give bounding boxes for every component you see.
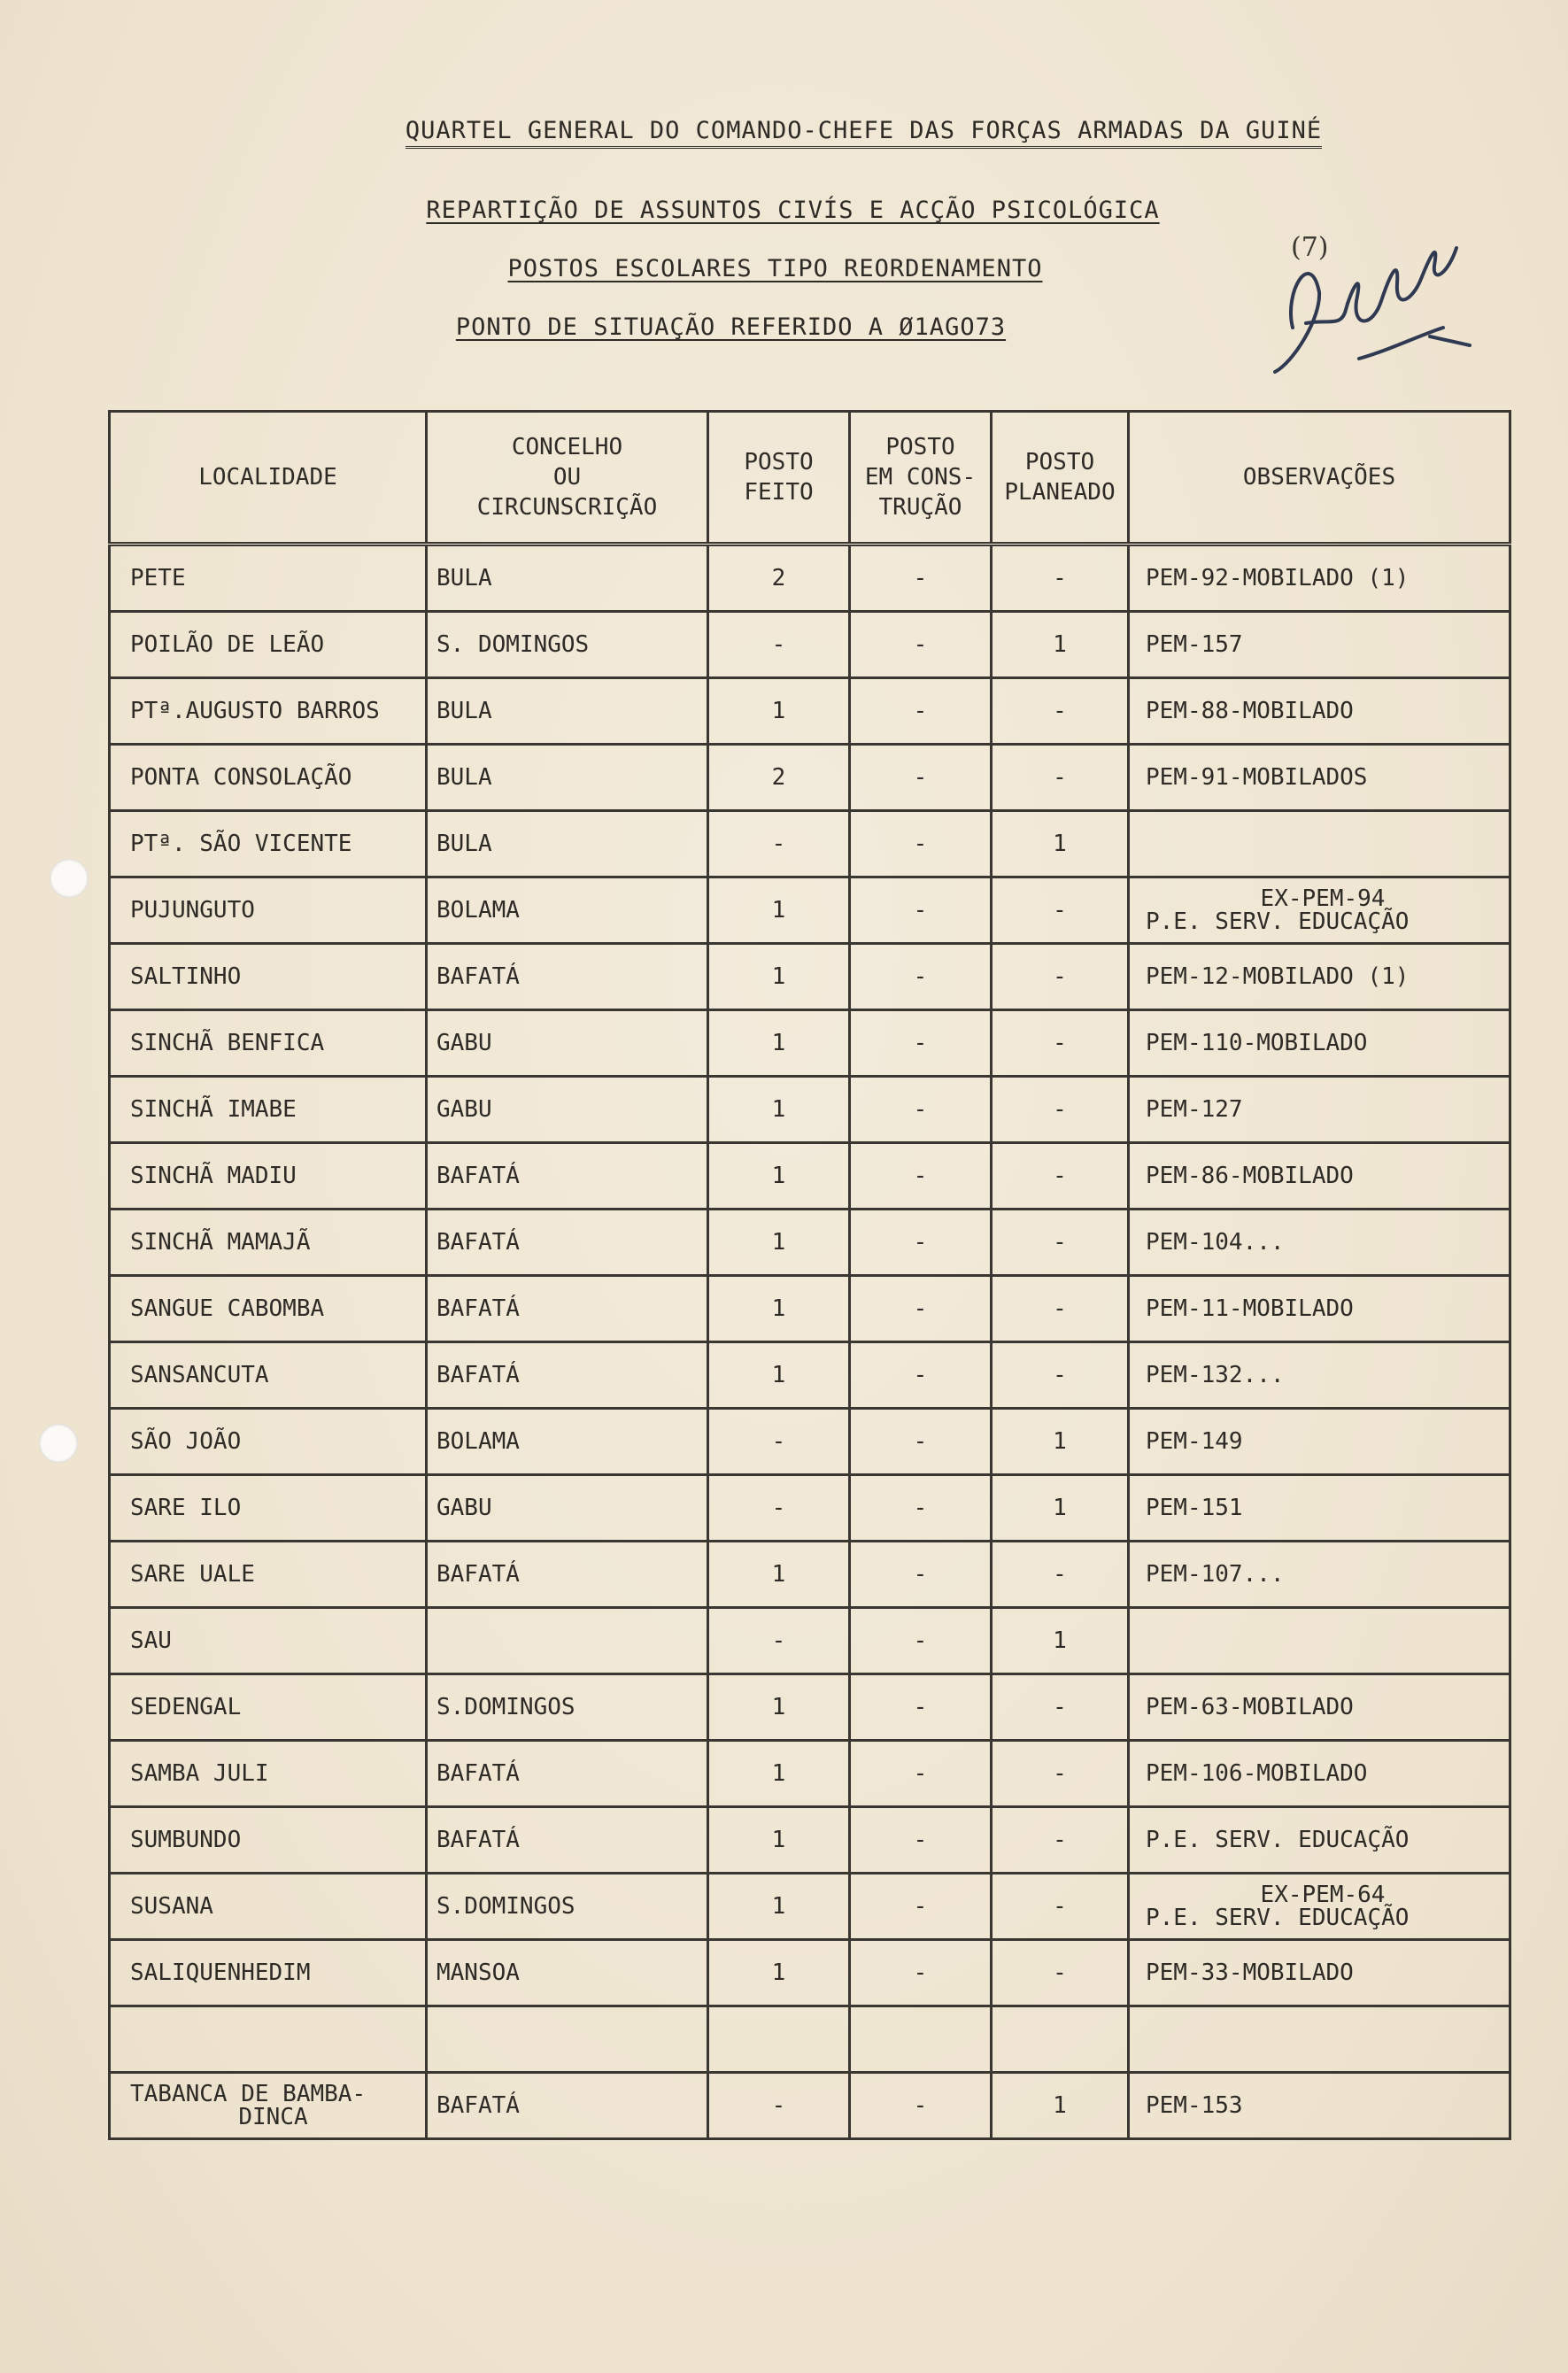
table-row: [110, 678, 1510, 745]
col-concelho: CONCELHO OU CIRCUNSCRIÇÃO: [427, 412, 708, 545]
cell-localidade: PETE: [110, 545, 427, 612]
cell-localidade: PUJUNGUTO: [110, 877, 427, 944]
table-row: [110, 1874, 1510, 1940]
cell-observacoes: PEM-33-MOBILADO: [1129, 1940, 1510, 2006]
table-row: [110, 1342, 1510, 1409]
cell-localidade: SEDENGAL: [110, 1674, 427, 1741]
cell-observacoes: PEM-151: [1129, 1475, 1510, 1542]
cell-concelho: BAFATÁ: [427, 1741, 708, 1807]
cell-localidade: SUSANA: [110, 1874, 427, 1940]
cell-posto-feito: -: [708, 1475, 850, 1542]
cell-posto-feito: 1: [708, 1807, 850, 1874]
cell-posto-planeado: -: [992, 1210, 1129, 1276]
schools-status-table: [108, 410, 1511, 2140]
table-row: [110, 877, 1510, 944]
cell-posto-planeado: -: [992, 545, 1129, 612]
cell-concelho: BAFATÁ: [427, 1276, 708, 1342]
col-posto-feito: POSTO FEITO: [708, 412, 850, 545]
cell-localidade: SÃO JOÃO: [110, 1409, 427, 1475]
cell-posto-construcao: -: [850, 1874, 992, 1940]
cell-observacoes: PEM-12-MOBILADO (1): [1129, 944, 1510, 1010]
cell-posto-feito: [708, 2006, 850, 2073]
cell-localidade: SARE UALE: [110, 1542, 427, 1608]
cell-posto-planeado: [992, 2006, 1129, 2073]
cell-localidade: POILÃO DE LEÃO: [110, 612, 427, 678]
cell-posto-planeado: -: [992, 1874, 1129, 1940]
cell-posto-feito: -: [708, 811, 850, 877]
cell-concelho: BAFATÁ: [427, 1807, 708, 1874]
cell-localidade: PONTA CONSOLAÇÃO: [110, 745, 427, 811]
cell-posto-construcao: -: [850, 1077, 992, 1143]
cell-posto-planeado: 1: [992, 1409, 1129, 1475]
cell-observacoes: PEM-92-MOBILADO (1): [1129, 545, 1510, 612]
cell-concelho: BAFATÁ: [427, 1143, 708, 1210]
cell-concelho: BULA: [427, 545, 708, 612]
cell-concelho: BAFATÁ: [427, 1342, 708, 1409]
table-row: [110, 612, 1510, 678]
cell-observacoes: PEM-127: [1129, 1077, 1510, 1143]
cell-posto-planeado: 1: [992, 612, 1129, 678]
cell-posto-construcao: -: [850, 1741, 992, 1807]
cell-posto-planeado: -: [992, 1077, 1129, 1143]
table-row: [110, 2073, 1510, 2139]
table-row: [110, 1542, 1510, 1608]
cell-observacoes: PEM-104...: [1129, 1210, 1510, 1276]
header-subject: POSTOS ESCOLARES TIPO REORDENAMENTO: [507, 255, 1043, 282]
handwritten-signature: [1257, 195, 1487, 390]
cell-concelho: GABU: [427, 1010, 708, 1077]
table-row: [110, 1210, 1510, 1276]
cell-localidade: SANSANCUTA: [110, 1342, 427, 1409]
table-row: [110, 1741, 1510, 1807]
cell-concelho: BOLAMA: [427, 1409, 708, 1475]
cell-observacoes: PEM-132...: [1129, 1342, 1510, 1409]
cell-observacoes: [1129, 1608, 1510, 1674]
table-row: [110, 2006, 1510, 2073]
cell-localidade: SARE ILO: [110, 1475, 427, 1542]
cell-posto-feito: 1: [708, 1210, 850, 1276]
cell-posto-construcao: -: [850, 1276, 992, 1342]
cell-posto-planeado: 1: [992, 811, 1129, 877]
table-row: [110, 1409, 1510, 1475]
header-department: REPARTIÇÃO DE ASSUNTOS CIVÍS E ACÇÃO PSICOLÓGICA: [426, 197, 1160, 224]
cell-posto-planeado: -: [992, 1342, 1129, 1409]
col-observacoes: OBSERVAÇÕES: [1129, 412, 1510, 545]
cell-concelho: MANSOA: [427, 1940, 708, 2006]
table-row: [110, 1475, 1510, 1542]
cell-posto-construcao: -: [850, 1143, 992, 1210]
cell-posto-feito: 1: [708, 1874, 850, 1940]
cell-posto-feito: 1: [708, 1542, 850, 1608]
cell-posto-construcao: -: [850, 811, 992, 877]
cell-posto-feito: -: [708, 1608, 850, 1674]
table-row: [110, 1010, 1510, 1077]
cell-localidade: SINCHÃ MADIU: [110, 1143, 427, 1210]
cell-posto-construcao: [850, 2006, 992, 2073]
cell-localidade: PTª. SÃO VICENTE: [110, 811, 427, 877]
cell-observacoes: EX-PEM-64 P.E. SERV. EDUCAÇÃO: [1129, 1874, 1510, 1940]
cell-posto-construcao: -: [850, 1807, 992, 1874]
cell-posto-planeado: -: [992, 944, 1129, 1010]
cell-posto-feito: 1: [708, 1143, 850, 1210]
punch-hole: [39, 1424, 78, 1463]
cell-posto-planeado: -: [992, 1542, 1129, 1608]
cell-posto-planeado: -: [992, 1010, 1129, 1077]
cell-posto-construcao: -: [850, 1475, 992, 1542]
cell-concelho: BAFATÁ: [427, 1542, 708, 1608]
cell-posto-construcao: -: [850, 877, 992, 944]
cell-posto-planeado: 1: [992, 1475, 1129, 1542]
table-header-row: [110, 412, 1510, 545]
cell-posto-planeado: 1: [992, 2073, 1129, 2139]
cell-concelho: GABU: [427, 1475, 708, 1542]
cell-observacoes: PEM-149: [1129, 1409, 1510, 1475]
cell-observacoes: PEM-107...: [1129, 1542, 1510, 1608]
cell-observacoes: PEM-153: [1129, 2073, 1510, 2139]
cell-posto-construcao: -: [850, 2073, 992, 2139]
cell-posto-feito: 1: [708, 877, 850, 944]
cell-concelho: BULA: [427, 745, 708, 811]
cell-localidade: SALTINHO: [110, 944, 427, 1010]
cell-localidade: TABANCA DE BAMBA- DINCA: [110, 2073, 427, 2139]
cell-concelho: [427, 1608, 708, 1674]
cell-posto-feito: 1: [708, 1741, 850, 1807]
cell-posto-construcao: -: [850, 612, 992, 678]
cell-localidade: SAU: [110, 1608, 427, 1674]
cell-posto-feito: -: [708, 612, 850, 678]
col-posto-construcao: POSTO EM CONS- TRUÇÃO: [850, 412, 992, 545]
table-row: [110, 1608, 1510, 1674]
cell-posto-construcao: -: [850, 1674, 992, 1741]
cell-localidade: SAMBA JULI: [110, 1741, 427, 1807]
cell-observacoes: [1129, 2006, 1510, 2073]
cell-posto-feito: 2: [708, 745, 850, 811]
punch-hole: [50, 859, 89, 898]
cell-posto-planeado: 1: [992, 1608, 1129, 1674]
cell-posto-planeado: -: [992, 678, 1129, 745]
cell-concelho: BAFATÁ: [427, 2073, 708, 2139]
cell-posto-planeado: -: [992, 1741, 1129, 1807]
cell-posto-construcao: -: [850, 745, 992, 811]
cell-posto-planeado: -: [992, 1940, 1129, 2006]
cell-posto-feito: -: [708, 1409, 850, 1475]
cell-posto-feito: 1: [708, 1342, 850, 1409]
cell-posto-planeado: -: [992, 1807, 1129, 1874]
cell-posto-planeado: -: [992, 1276, 1129, 1342]
cell-posto-feito: 1: [708, 1940, 850, 2006]
cell-observacoes: PEM-110-MOBILADO: [1129, 1010, 1510, 1077]
cell-concelho: BAFATÁ: [427, 1210, 708, 1276]
table-row: [110, 545, 1510, 612]
cell-observacoes: PEM-106-MOBILADO: [1129, 1741, 1510, 1807]
cell-observacoes: PEM-11-MOBILADO: [1129, 1276, 1510, 1342]
table-row: [110, 1077, 1510, 1143]
cell-concelho: BOLAMA: [427, 877, 708, 944]
cell-posto-construcao: -: [850, 1010, 992, 1077]
header-date-reference: PONTO DE SITUAÇÃO REFERIDO A Ø1AGO73: [455, 313, 1007, 341]
cell-posto-feito: 1: [708, 1010, 850, 1077]
cell-posto-planeado: -: [992, 1143, 1129, 1210]
cell-localidade: SINCHÃ BENFICA: [110, 1010, 427, 1077]
table-row: [110, 1276, 1510, 1342]
cell-localidade: SINCHÃ MAMAJÃ: [110, 1210, 427, 1276]
col-localidade: LOCALIDADE: [110, 412, 427, 545]
cell-concelho: S. DOMINGOS: [427, 612, 708, 678]
cell-posto-feito: 1: [708, 1077, 850, 1143]
table-row: [110, 1807, 1510, 1874]
cell-posto-feito: -: [708, 2073, 850, 2139]
table-row: [110, 745, 1510, 811]
cell-observacoes: PEM-86-MOBILADO: [1129, 1143, 1510, 1210]
page-number: (7): [1291, 232, 1329, 263]
col-posto-planeado: POSTO PLANEADO: [992, 412, 1129, 545]
cell-concelho: BAFATÁ: [427, 944, 708, 1010]
cell-observacoes: PEM-91-MOBILADOS: [1129, 745, 1510, 811]
cell-posto-planeado: -: [992, 877, 1129, 944]
cell-localidade: [110, 2006, 427, 2073]
cell-posto-feito: 1: [708, 1276, 850, 1342]
cell-localidade: SALIQUENHEDIM: [110, 1940, 427, 2006]
cell-concelho: S.DOMINGOS: [427, 1674, 708, 1741]
cell-localidade: SINCHÃ IMABE: [110, 1077, 427, 1143]
cell-posto-construcao: -: [850, 1210, 992, 1276]
cell-observacoes: EX-PEM-94 P.E. SERV. EDUCAÇÃO: [1129, 877, 1510, 944]
cell-posto-construcao: -: [850, 1608, 992, 1674]
cell-concelho: [427, 2006, 708, 2073]
cell-concelho: BULA: [427, 678, 708, 745]
header-title: QUARTEL GENERAL DO COMANDO-CHEFE DAS FORÇAS ARMADAS DA GUINÉ: [80, 117, 1568, 144]
table-row: [110, 1940, 1510, 2006]
cell-posto-feito: 2: [708, 545, 850, 612]
cell-observacoes: P.E. SERV. EDUCAÇÃO: [1129, 1807, 1510, 1874]
cell-localidade: PTª.AUGUSTO BARROS: [110, 678, 427, 745]
cell-posto-feito: 1: [708, 1674, 850, 1741]
cell-observacoes: PEM-63-MOBILADO: [1129, 1674, 1510, 1741]
cell-posto-construcao: -: [850, 944, 992, 1010]
table-row: [110, 811, 1510, 877]
cell-observacoes: PEM-88-MOBILADO: [1129, 678, 1510, 745]
cell-posto-planeado: -: [992, 745, 1129, 811]
cell-observacoes: PEM-157: [1129, 612, 1510, 678]
cell-posto-construcao: -: [850, 1542, 992, 1608]
table-row: [110, 944, 1510, 1010]
cell-concelho: BULA: [427, 811, 708, 877]
cell-observacoes: [1129, 811, 1510, 877]
cell-localidade: SUMBUNDO: [110, 1807, 427, 1874]
cell-posto-construcao: -: [850, 545, 992, 612]
cell-concelho: S.DOMINGOS: [427, 1874, 708, 1940]
table-row: [110, 1143, 1510, 1210]
cell-posto-feito: 1: [708, 678, 850, 745]
table-row: [110, 1674, 1510, 1741]
cell-posto-construcao: -: [850, 678, 992, 745]
cell-posto-construcao: -: [850, 1342, 992, 1409]
cell-posto-construcao: -: [850, 1409, 992, 1475]
cell-posto-construcao: -: [850, 1940, 992, 2006]
cell-localidade: SANGUE CABOMBA: [110, 1276, 427, 1342]
cell-posto-feito: 1: [708, 944, 850, 1010]
cell-concelho: GABU: [427, 1077, 708, 1143]
cell-posto-planeado: -: [992, 1674, 1129, 1741]
